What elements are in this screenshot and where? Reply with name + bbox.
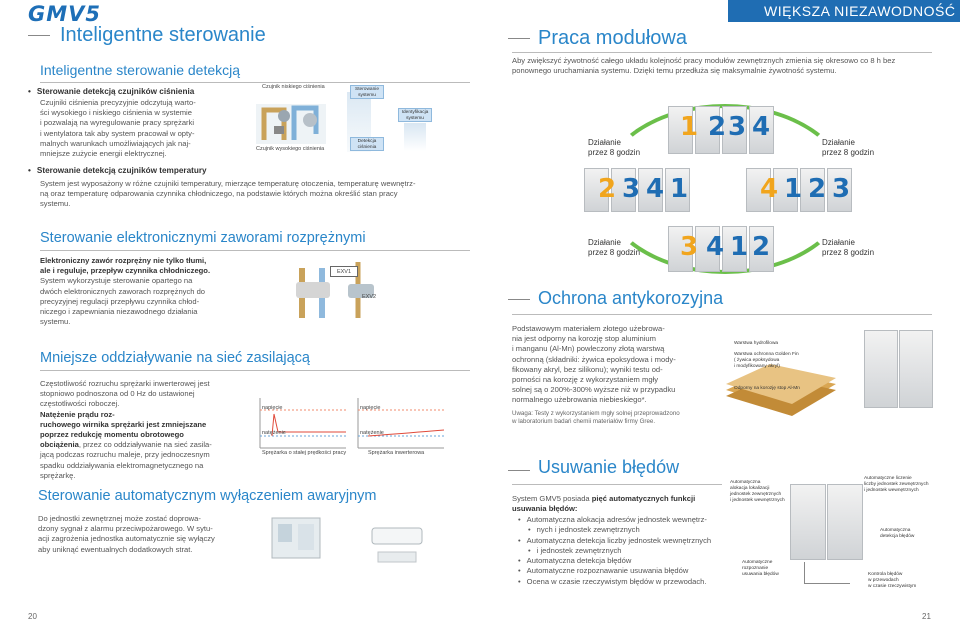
unit-number: 4 — [760, 174, 779, 204]
box-system-control: Sterowanie systemu — [350, 85, 384, 99]
divider — [40, 370, 470, 371]
unit-number: 1 — [670, 174, 689, 204]
callout-count: Automatyczne liczenie liczby jednostek zewnętrznych i jednostek wewnętrznych — [864, 476, 929, 493]
page-title-left: Inteligentne sterowanie — [60, 24, 266, 46]
list-item: • Ocena w czasie rzeczywistym błędów w przewodach. — [518, 577, 728, 587]
error-diagram-unit — [790, 480, 864, 590]
layer-golden-fin: Warstwa ochronna Golden Fin ( żywica epoksydowa i modyfikowany akryl) — [734, 352, 799, 369]
units-group-2 — [584, 168, 694, 214]
reliability-banner: WIĘKSZA NIEZAWODNOŚĆ — [728, 0, 960, 22]
units-group-3 — [746, 168, 856, 214]
work-label: Działanie przez 8 godzin — [588, 238, 641, 257]
unit-number: 2 — [752, 232, 771, 262]
section-subtitle: Inteligentne sterowanie detekcją — [40, 62, 241, 78]
errors-intro: System GMV5 posiada pięć automatycznych funkcji usuwania błędów: — [512, 494, 696, 514]
caption-inverter: Sprężarka inwerterowa — [368, 450, 425, 456]
page-number-left: 20 — [28, 612, 37, 621]
box-pressure-detection: Detekcja ciśnienia — [350, 137, 384, 151]
valves-heading: Sterowanie elektronicznymi zaworami rozprężnymi — [40, 230, 366, 246]
corrosion-note: Uwaga: Testy z wykorzystaniem mgły solnej przeprowadzono w laboratorium badań chemii materiałów firmy Gree. — [512, 410, 680, 425]
exv2-label: EXV2 — [362, 294, 377, 300]
title-dash — [508, 470, 530, 471]
current-label: natężenie — [360, 430, 384, 436]
temperature-text: System jest wyposażony w różne czujniki temperatury, mierzące temperaturę otoczenia, temperaturę wewnętrz- ną oraz temperaturę odparowania czynnika chłodniczego, na podstawie których można określić stan pracy systemu. — [40, 179, 416, 209]
outdoor-unit-photo — [864, 330, 934, 410]
indoor-unit-illustration — [368, 522, 426, 566]
caption-fixed-speed: Sprężarka o stałej prędkości pracy — [262, 450, 347, 456]
identification-column — [404, 123, 426, 151]
temperature-heading: • Sterowanie detekcją czujników temperatury — [28, 166, 207, 175]
unit-number: 4 — [706, 232, 725, 262]
unit-number: 2 — [808, 174, 827, 204]
list-item: • nych i jednostek zewnętrznych — [518, 525, 728, 535]
callout-address: Automatyczna alokacja lokalizacji jednostek zewnętrznych i jednostek wewnętrznych — [730, 480, 785, 503]
unit-number: 4 — [646, 174, 665, 204]
unit-number: 3 — [728, 112, 747, 142]
callout-recognize: Automatyczne rozpoznanie usuwania błędów — [742, 560, 779, 577]
units-group-1 — [668, 106, 778, 156]
title-dash — [28, 35, 50, 36]
pressure-text: Czujniki ciśnienia precyzyjnie odczytują warto- ści wysokiego i niskiego ciśnienia w systemie i pozwalają na wyregulowanie pracy sprężarki i wentylatora tak aby system pracował w opty- malnych warunkach umożliwiających jak naj- mniejsze zużycie energii elektrycznej. — [40, 98, 196, 159]
emergency-illustration — [268, 510, 324, 564]
unit-number: 1 — [784, 174, 803, 204]
current-label: natężenie — [262, 430, 286, 436]
errors-title: Usuwanie błędów — [538, 457, 680, 477]
layer-hydrophilic: Warstwa hydrofilowa — [734, 341, 779, 346]
title-dash — [508, 299, 530, 300]
modular-title: Praca modułowa — [538, 27, 687, 49]
list-item: • i jednostek zewnętrznych — [518, 546, 728, 556]
layer-al-mn: Odporny na korozję stop Al-Mn — [734, 386, 800, 391]
work-label: Działanie przez 8 godzin — [822, 138, 875, 157]
voltage-label: napięcie — [360, 405, 381, 411]
box-system-identification: Identyfikacja systemu — [398, 108, 432, 122]
list-item: • Automatyczne rozpoznawanie usuwania błędów — [518, 566, 728, 576]
pressure-heading: • Sterowanie detekcją czujników ciśnienia — [28, 87, 194, 96]
list-item: • Automatyczna detekcja błędów — [518, 556, 728, 566]
label-high-pressure: Czujnik wysokiego ciśnienia — [256, 146, 325, 152]
divider — [512, 314, 932, 315]
label-low-pressure: Czujnik niskiego ciśnienia — [262, 84, 325, 90]
voltage-label: napięcie — [262, 405, 283, 411]
work-label: Działanie przez 8 godzin — [588, 138, 641, 157]
corrosion-title: Ochrona antykorozyjna — [538, 288, 724, 308]
unit-number: 3 — [622, 174, 641, 204]
emergency-heading: Sterowanie automatycznym wyłączeniem awaryjnym — [38, 488, 377, 504]
unit-number: 1 — [730, 232, 749, 262]
grid-text: Częstotliwość rozruchu sprężarki inwerterowej jest stopniowo podnoszona od 0 Hz do ustawionej częstotliwości roboczej. Natężenie prądu roz- ruchowego wirnika sprężarki jest zmniejszane poprzez redukcję momentu obrotowego obciążenia, przez co oddziaływanie na sieć zasila- jącą podczas rozruchu maleje, przy jednoczesnym spadku oddziaływania elektromagnetycznego na sprężarkę. — [40, 379, 212, 480]
exv1-label: EXV1 — [330, 266, 358, 277]
errors-list — [518, 515, 728, 587]
unit-number: 4 — [752, 112, 771, 142]
unit-number: 3 — [832, 174, 851, 204]
unit-number: 2 — [708, 112, 727, 142]
unit-number: 2 — [598, 174, 617, 204]
divider — [40, 250, 470, 251]
callout-detect: Automatyczna detekcja błędów — [880, 528, 915, 539]
title-dash — [508, 38, 530, 39]
divider — [512, 52, 932, 53]
unit-number: 3 — [680, 232, 699, 262]
callout-wiring: Kontrola błędów w przewodach w czasie rzeczywistym — [868, 572, 917, 589]
valves-text: Elektroniczny zawór rozprężny nie tylko tłumi, ale i reguluje, przepływ czynnika chłodniczego. System wykorzystuje sterowanie opartego na dwóch elektronicznych zaworach rozprężnych do precyzyjnej regulacji przepływu czynnika chłod- niczego i zapewniania niezawodnego działania systemu. — [40, 256, 211, 327]
page-number-right: 21 — [922, 612, 931, 621]
divider — [40, 82, 470, 83]
units-group-4 — [668, 226, 778, 274]
unit-number: 1 — [680, 112, 699, 142]
divider — [512, 484, 722, 485]
work-label: Działanie przez 8 godzin — [822, 238, 875, 257]
emergency-text: Do jednostki zewnętrznej może zostać doprowa- dzony sygnał z alarmu przeciwpożarowego. W sytu- acji zagrożenia jednostka automatycznie się wyłączy aby uniknąć ewentualnych dodatkowych strat. — [38, 514, 215, 554]
list-item: • Automatyczna alokacja adresów jednostek wewnętrz- — [518, 515, 728, 525]
corrosion-text: Podstawowym materiałem złotego użebrowa- nia jest odporny na korozję stop aluminium i manganu (Al-Mn) powleczony złotą warstwą ochronną (składniki: żywica epoksydowa i mody- fikowany akryl, bez silikonu); wyniki testu od- porności na korozję z wykorzystaniem mgły solnej są o 200%-300% wyższe niż w przypadku normalnego użebrowania niebieskiego*. — [512, 324, 676, 405]
pipes-illustration — [254, 90, 328, 150]
gmv5-logo: GMV5 — [28, 2, 101, 26]
list-item: • Automatyczna detekcja liczby jednostek wewnętrznych — [518, 536, 728, 546]
modular-intro: Aby zwiększyć żywotność całego układu kolejność pracy modułów zewnętrznych zmienia się okresowo co 8 h bez ponownego uruchamiania systemu. Dzięki temu przedłuża się maksymalnie żywotność systemu. — [512, 56, 896, 76]
pressure-diagram — [254, 90, 328, 150]
grid-heading: Mniejsze oddziaływanie na sieć zasilającą — [40, 350, 310, 366]
